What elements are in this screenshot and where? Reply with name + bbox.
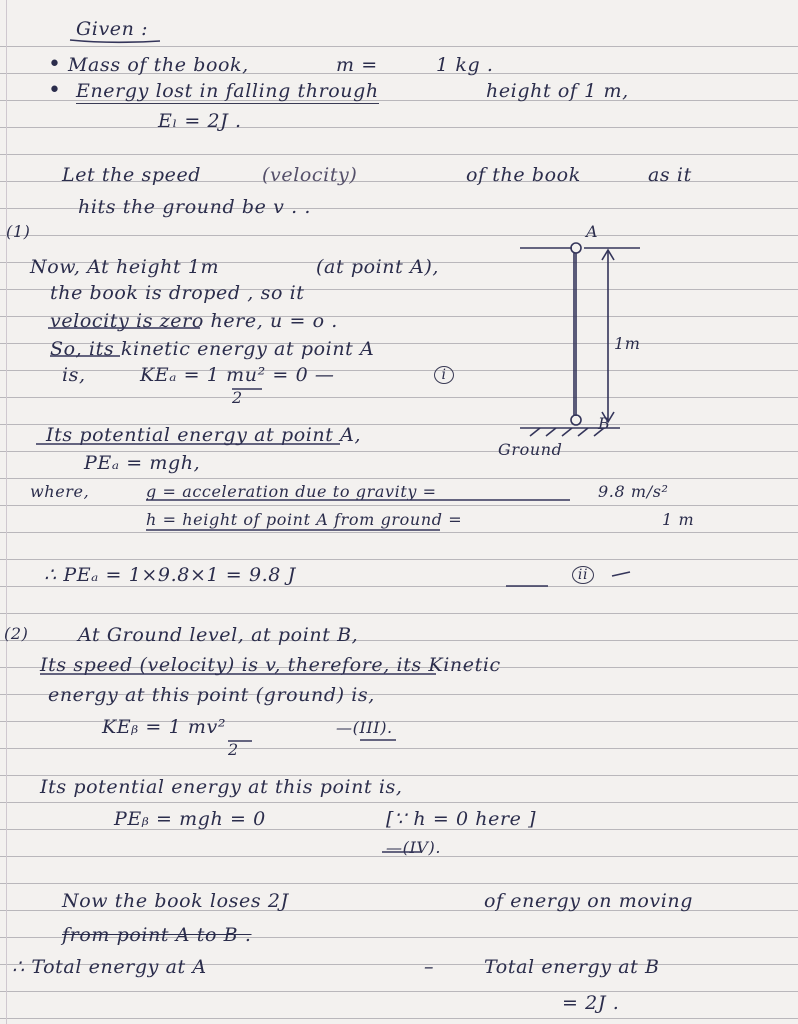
point-b-dot [571, 415, 581, 425]
mass-label: Mass of the book, [68, 54, 249, 76]
ke-b-denominator: 2 [228, 740, 239, 759]
equation-number-1: i [434, 366, 454, 384]
intro-line1b: (velocity) [262, 164, 358, 186]
pe-a-result: ∴ PEₐ = 1×9.8×1 = 9.8 J [44, 564, 296, 586]
point-a-dot [571, 243, 581, 253]
final-line1b: of energy on moving [484, 890, 694, 912]
final-line3a: ∴ Total energy at A [12, 956, 207, 978]
final-line3b: – [424, 956, 435, 978]
mass-symbol: m = [336, 54, 378, 76]
part2-line3: energy at this point (ground) is, [48, 684, 375, 706]
part1-line4: So, its kinetic energy at point A [50, 338, 375, 360]
where-label: where, [30, 482, 90, 501]
point-a-label: A [586, 222, 599, 241]
final-line2: from point A to B . [62, 924, 252, 946]
mass-value: 1 kg . [436, 54, 494, 76]
pe-b-note: [∵ h = 0 here ] [386, 808, 537, 830]
bullet-1: • [48, 52, 62, 77]
part1-line1b: (at point A), [316, 256, 439, 278]
energy-height: height of 1 m, [486, 80, 629, 102]
pe-b-line: Its potential energy at this point is, [40, 776, 403, 798]
h-value: 1 m [662, 510, 695, 529]
given-heading: Given : [76, 18, 149, 40]
g-definition: g = acceleration due to gravity = [146, 482, 437, 501]
ground-hatching [530, 428, 604, 436]
part1-line5a: is, [62, 364, 86, 386]
part2-line2: Its speed (velocity) is v, therefore, its Kinetic [40, 654, 501, 676]
final-line3c: Total energy at B [484, 956, 660, 978]
intro-line1a: Let the speed [62, 164, 202, 186]
equation-number-4: —(IV). [386, 838, 442, 857]
energy-equation: Eₗ = 2J . [158, 110, 242, 132]
part2-label: (2) [4, 624, 29, 643]
part1-label: (1) [6, 222, 31, 241]
final-line1a: Now the book loses 2J [62, 890, 289, 912]
equation-number-2: ii [572, 566, 594, 584]
ke-a-denominator: 2 [232, 388, 243, 407]
part1-line3: velocity is zero here, u = o . [50, 310, 338, 332]
ground-label: Ground [498, 440, 563, 459]
intro-line1c: of the book [466, 164, 581, 186]
height-label: 1m [614, 334, 641, 353]
point-b-label: B [598, 414, 611, 433]
part1-line2: the book is droped , so it [50, 282, 305, 304]
bullet-2: • [48, 78, 62, 103]
given-underline [70, 40, 160, 42]
g-value: 9.8 m/s² [598, 482, 669, 501]
pe-a-equation: PEₐ = mgh, [84, 452, 201, 474]
energy-label: Energy lost in falling through [76, 80, 379, 102]
intro-line2: hits the ground be v . . [78, 196, 311, 218]
pe-b-equation: PEᵦ = mgh = 0 [114, 808, 266, 830]
final-line4: = 2J . [562, 992, 620, 1014]
h-definition: h = height of point A from ground = [146, 510, 463, 529]
equation-number-3: —(III). [336, 718, 393, 737]
part2-line1: At Ground level, at point B, [78, 624, 359, 646]
intro-line1d: as it [648, 164, 692, 186]
pe-a-line: Its potential energy at point A, [46, 424, 362, 446]
part1-line1a: Now, At height 1m [30, 256, 220, 278]
ke-b-equation: KEᵦ = 1 mv² [102, 716, 227, 738]
ke-a-equation: KEₐ = 1 mu² = 0 — [140, 364, 335, 386]
